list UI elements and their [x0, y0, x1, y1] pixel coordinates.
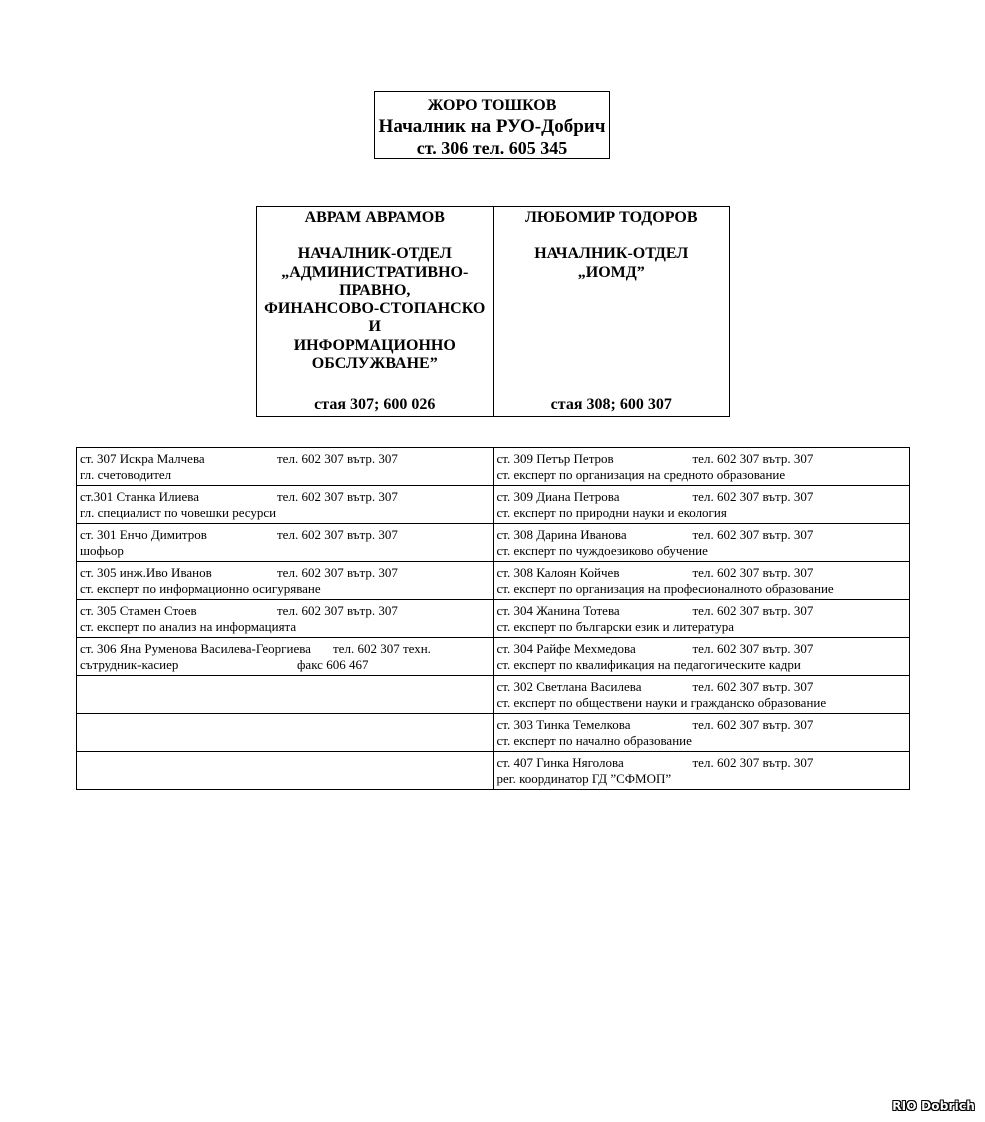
staff-name: ст. 302 Светлана Василева [496, 679, 642, 694]
staff-phone: тел. 602 307 вътр. 307 [692, 527, 814, 542]
table-row [77, 714, 910, 752]
staff-name: ст. 303 Тинка Темелкова [496, 717, 631, 732]
staff-role: ст. експерт по обществени науки и гражданско образование [496, 694, 827, 710]
staff-name: ст.301 Станка Илиева [80, 489, 200, 504]
staff-cell-right [493, 562, 910, 600]
staff-phone: тел. 602 307 вътр. 307 [692, 603, 814, 618]
department-head-name: ЛЮБОМИР ТОДОРОВ [524, 209, 698, 226]
department-head-name: АВРАМ АВРАМОВ [304, 209, 445, 226]
staff-cell-left [77, 524, 494, 562]
staff-role: ст. експерт по информационно осигуряване [80, 580, 321, 596]
staff-cell-right [493, 714, 910, 752]
director-contact: ст. 306 тел. 605 345 [416, 138, 568, 158]
department-title: НАЧАЛНИК-ОТДЕЛ „АДМИНИСТРАТИВНО- ПРАВНО, ФИНАНСОВО-СТОПАНСКО И ИНФОРМАЦИОННО ОБСЛУЖВАНЕ” [264, 245, 486, 373]
department-room: стая 307; 600 026 [314, 395, 436, 413]
director-position: Началник на РУО-Добрич [378, 116, 606, 137]
staff-phone: тел. 602 307 техн. [333, 641, 431, 656]
table-row [77, 600, 910, 638]
staff-cell-left [77, 486, 494, 524]
staff-cell-right [493, 676, 910, 714]
staff-cell-right [493, 524, 910, 562]
staff-name: ст. 307 Искра Малчева [80, 451, 205, 466]
department-room: стая 308; 600 307 [550, 395, 672, 413]
staff-role: ст. експерт по български език и литература [496, 618, 734, 634]
staff-role: рег. координатор ГД ”СФМОП” [496, 770, 672, 786]
staff-phone: тел. 602 307 вътр. 307 [692, 755, 814, 770]
table-row [77, 676, 910, 714]
director-name: ЖОРО ТОШКОВ [427, 97, 557, 114]
staff-role: шофьор [80, 542, 124, 558]
staff-cell-right [493, 600, 910, 638]
staff-role: ст. експерт по организация на професионалното образование [496, 580, 834, 596]
watermark-logo: RIO Dobrich [892, 1099, 975, 1113]
staff-fax: факс 606 467 [297, 656, 369, 672]
staff-name: ст. 407 Гинка Няголова [496, 755, 624, 770]
staff-phone: тел. 602 307 вътр. 307 [277, 489, 398, 504]
staff-phone: тел. 602 307 вътр. 307 [277, 451, 398, 466]
staff-cell-left-empty [77, 714, 494, 752]
table-row [77, 562, 910, 600]
table-row [77, 752, 910, 790]
staff-table [76, 447, 910, 790]
table-row [77, 524, 910, 562]
staff-name: ст. 304 Жанина Тотева [496, 603, 620, 618]
department-title: НАЧАЛНИК-ОТДЕЛ „ИОМД” [534, 245, 689, 281]
staff-role: гл. счетоводител [80, 466, 172, 482]
staff-cell-right [493, 638, 910, 676]
staff-role: ст. експерт по организация на средното образование [496, 466, 786, 482]
department-cell-iomd [493, 207, 730, 417]
staff-name: ст. 309 Диана Петрова [496, 489, 620, 504]
table-row [77, 486, 910, 524]
staff-phone: тел. 602 307 вътр. 307 [692, 565, 814, 580]
staff-cell-left-empty [77, 752, 494, 790]
staff-cell-right [493, 486, 910, 524]
department-heads-table [256, 206, 730, 417]
staff-name: ст. 305 Стамен Стоев [80, 603, 197, 618]
staff-phone: тел. 602 307 вътр. 307 [692, 451, 814, 466]
staff-phone: тел. 602 307 вътр. 307 [692, 717, 814, 732]
staff-name: ст. 308 Дарина Иванова [496, 527, 627, 542]
staff-cell-right [493, 448, 910, 486]
staff-role: сътрудник-касиер [80, 656, 179, 672]
staff-name: ст. 304 Райфе Мехмедова [496, 641, 636, 656]
staff-cell-left [77, 562, 494, 600]
staff-name: ст. 308 Калоян Койчев [496, 565, 620, 580]
staff-name: ст. 305 инж.Иво Иванов [80, 565, 212, 580]
staff-cell-left [77, 448, 494, 486]
staff-role: ст. експерт по квалификация на педагогическите кадри [496, 656, 801, 672]
staff-role: ст. експерт по природни науки и екология [496, 504, 727, 520]
staff-phone: тел. 602 307 вътр. 307 [692, 679, 814, 694]
staff-cell-left [77, 600, 494, 638]
staff-phone: тел. 602 307 вътр. 307 [277, 527, 398, 542]
staff-phone: тел. 602 307 вътр. 307 [277, 565, 398, 580]
staff-role: ст. експерт по начално образование [496, 732, 692, 748]
staff-cell-right [493, 752, 910, 790]
staff-name: ст. 309 Петър Петров [496, 451, 614, 466]
staff-role: ст. експерт по анализ на информацията [80, 618, 297, 634]
table-row [77, 638, 910, 676]
department-cell-admin [257, 207, 494, 417]
staff-cell-left [77, 638, 494, 676]
staff-cell-left-empty [77, 676, 494, 714]
staff-role: ст. експерт по чуждоезиково обучение [496, 542, 708, 558]
staff-phone: тел. 602 307 вътр. 307 [692, 641, 814, 656]
staff-phone: тел. 602 307 вътр. 307 [692, 489, 814, 504]
staff-name: ст. 306 Яна Руменова Василева-Георгиева [80, 641, 311, 656]
staff-role: гл. специалист по човешки ресурси [80, 504, 277, 520]
table-row [77, 448, 910, 486]
director-box [374, 91, 610, 159]
staff-phone: тел. 602 307 вътр. 307 [277, 603, 398, 618]
staff-name: ст. 301 Енчо Димитров [80, 527, 207, 542]
